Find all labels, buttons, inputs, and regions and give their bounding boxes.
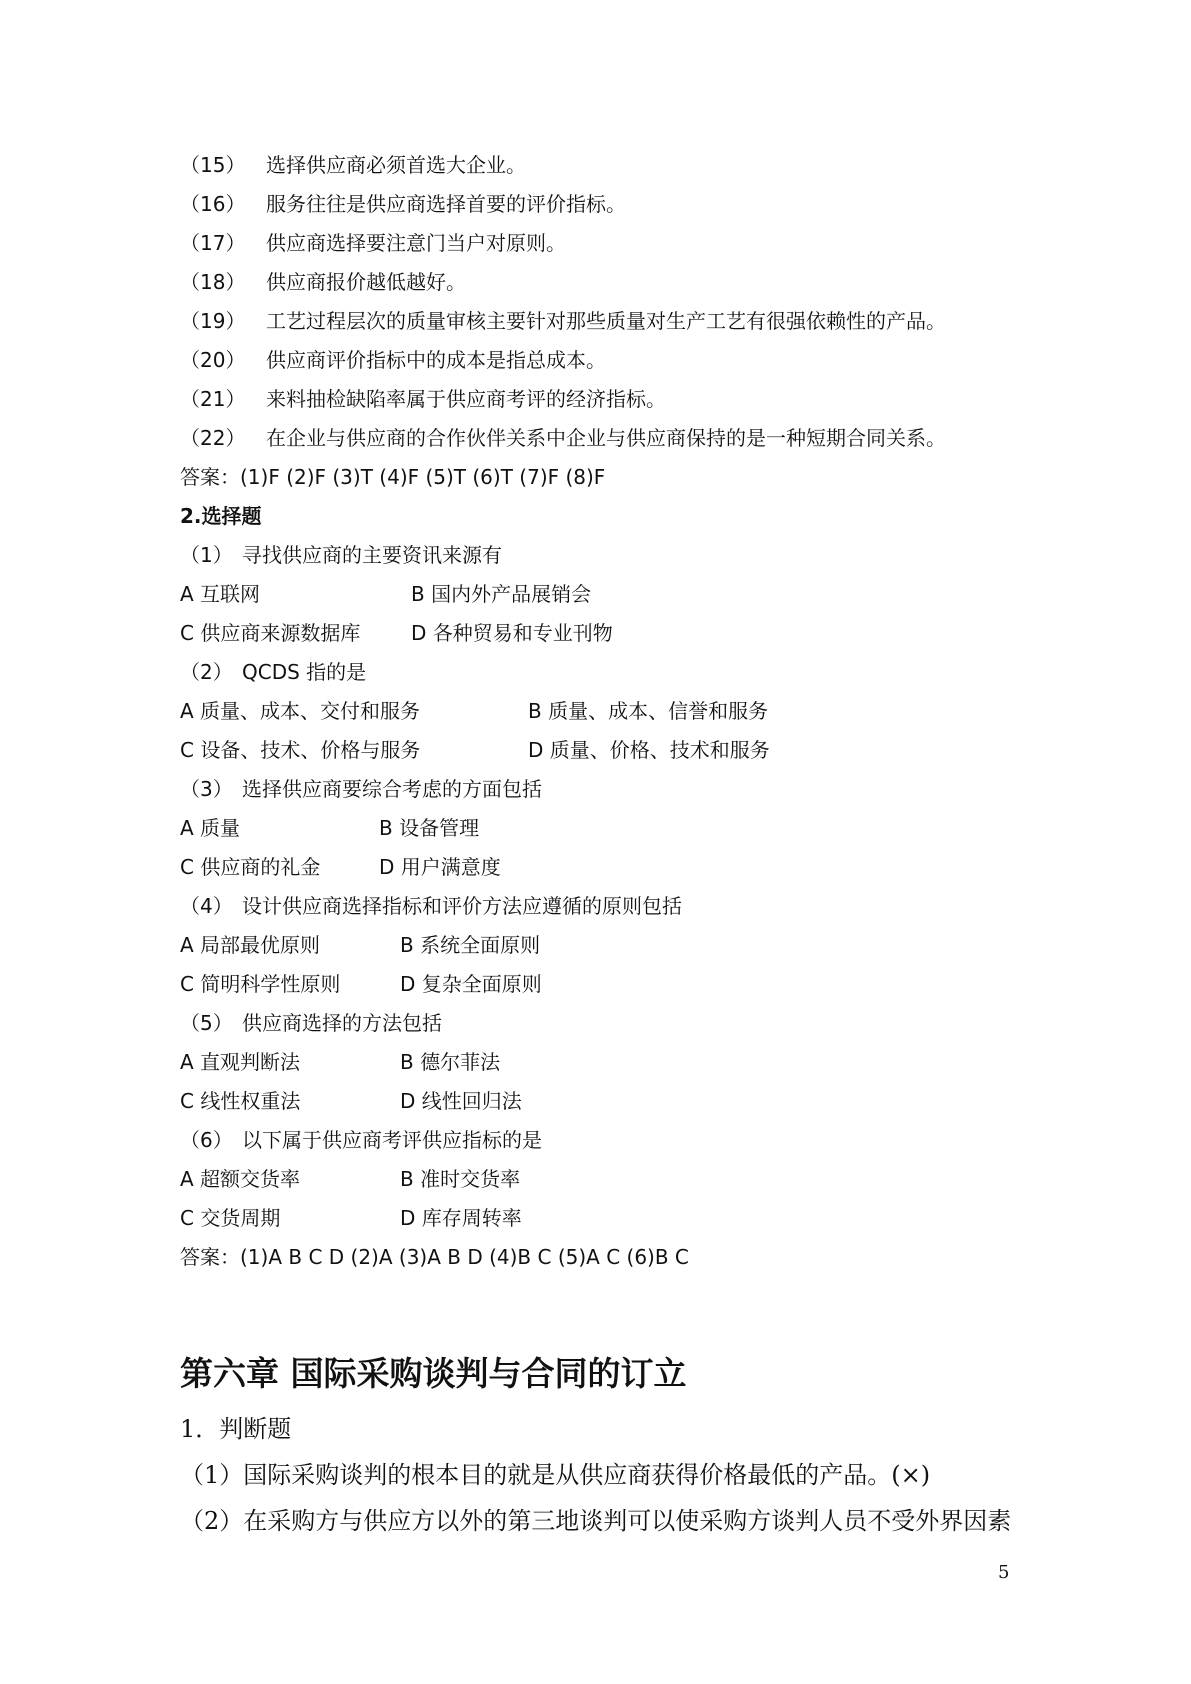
item-text: 供应商评价指标中的成本是指总成本。	[266, 348, 606, 372]
question-number: （3）	[180, 777, 233, 801]
tf-item-20	[180, 345, 606, 375]
option-b: B 准时交货率	[400, 1167, 521, 1191]
option-c: C 线性权重法	[180, 1089, 301, 1113]
option-b: B 国内外产品展销会	[411, 582, 592, 606]
tf-item-16	[180, 189, 626, 219]
item-text: 选择供应商必须首选大企业。	[266, 153, 526, 177]
mc-question-5	[180, 1008, 442, 1038]
question-number: （2）	[180, 660, 233, 684]
option-d: D 线性回归法	[400, 1089, 522, 1113]
section-title-true-false: 1．判断题	[180, 1415, 292, 1443]
answer-true-false: 答案：(1)F (2)F (3)T (4)F (5)T (6)T (7)F (8)F	[180, 465, 606, 489]
question-number: （4）	[180, 894, 233, 918]
option-c: C 供应商的礼金	[180, 855, 321, 879]
option-a: A 质量、成本、交付和服务	[180, 699, 421, 723]
option-d: D 各种贸易和专业刊物	[411, 621, 613, 645]
page-number: 5	[998, 1562, 1010, 1583]
ch6-item-1: （1）国际采购谈判的根本目的就是从供应商获得价格最低的产品。(×)	[180, 1461, 931, 1489]
item-number: （19）	[180, 309, 246, 333]
item-number: （21）	[180, 387, 246, 411]
mc-question-1	[180, 540, 502, 570]
option-c: C 简明科学性原则	[180, 972, 341, 996]
tf-item-17	[180, 228, 566, 258]
tf-item-22	[180, 423, 946, 453]
option-b: B 系统全面原则	[400, 933, 541, 957]
mc-question-3	[180, 774, 542, 804]
question-number: （1）	[180, 543, 233, 567]
question-text: 设计供应商选择指标和评价方法应遵循的原则包括	[242, 894, 682, 918]
option-a: A 直观判断法	[180, 1050, 301, 1074]
item-text: 服务往往是供应商选择首要的评价指标。	[266, 192, 626, 216]
mc-question-6	[180, 1125, 542, 1155]
tf-item-21	[180, 384, 666, 414]
option-d: D 复杂全面原则	[400, 972, 542, 996]
option-a: A 质量	[180, 816, 241, 840]
item-number: （22）	[180, 426, 246, 450]
item-text: 在企业与供应商的合作伙伴关系中企业与供应商保持的是一种短期合同关系。	[266, 426, 946, 450]
option-a: A 超额交货率	[180, 1167, 301, 1191]
question-text: QCDS 指的是	[242, 660, 367, 684]
option-d: D 用户满意度	[379, 855, 501, 879]
item-number: （20）	[180, 348, 246, 372]
question-text: 供应商选择的方法包括	[242, 1011, 442, 1035]
chapter-title: 第六章 国际采购谈判与合同的订立	[180, 1354, 687, 1393]
option-c: C 交货周期	[180, 1206, 281, 1230]
option-b: B 设备管理	[379, 816, 480, 840]
answer-multiple-choice: 答案：(1)A B C D (2)A (3)A B D (4)B C (5)A C (6)B C	[180, 1245, 689, 1269]
option-b: B 德尔菲法	[400, 1050, 501, 1074]
mc-question-4	[180, 891, 682, 921]
question-text: 选择供应商要综合考虑的方面包括	[242, 777, 542, 801]
question-number: （6）	[180, 1128, 233, 1152]
item-text: 来料抽检缺陷率属于供应商考评的经济指标。	[266, 387, 666, 411]
question-text: 寻找供应商的主要资讯来源有	[242, 543, 502, 567]
item-text: 供应商报价越低越好。	[266, 270, 466, 294]
option-a: A 互联网	[180, 582, 261, 606]
item-number: （18）	[180, 270, 246, 294]
item-number: （17）	[180, 231, 246, 255]
option-d: D 质量、价格、技术和服务	[528, 738, 770, 762]
option-d: D 库存周转率	[400, 1206, 522, 1230]
tf-item-18	[180, 267, 466, 297]
option-b: B 质量、成本、信誉和服务	[528, 699, 769, 723]
section-title-choice: 2.选择题	[180, 504, 262, 528]
mc-question-2	[180, 657, 366, 687]
item-number: （16）	[180, 192, 246, 216]
item-number: （15）	[180, 153, 246, 177]
item-text: 工艺过程层次的质量审核主要针对那些质量对生产工艺有很强依赖性的产品。	[266, 309, 946, 333]
item-text: 供应商选择要注意门当户对原则。	[266, 231, 566, 255]
tf-item-19	[180, 306, 946, 336]
question-number: （5）	[180, 1011, 233, 1035]
option-c: C 设备、技术、价格与服务	[180, 738, 421, 762]
question-text: 以下属于供应商考评供应指标的是	[242, 1128, 542, 1152]
option-a: A 局部最优原则	[180, 933, 321, 957]
tf-item-15	[180, 150, 526, 180]
option-c: C 供应商来源数据库	[180, 621, 361, 645]
ch6-item-2: （2）在采购方与供应方以外的第三地谈判可以使采购方谈判人员不受外界因素	[180, 1507, 1012, 1535]
